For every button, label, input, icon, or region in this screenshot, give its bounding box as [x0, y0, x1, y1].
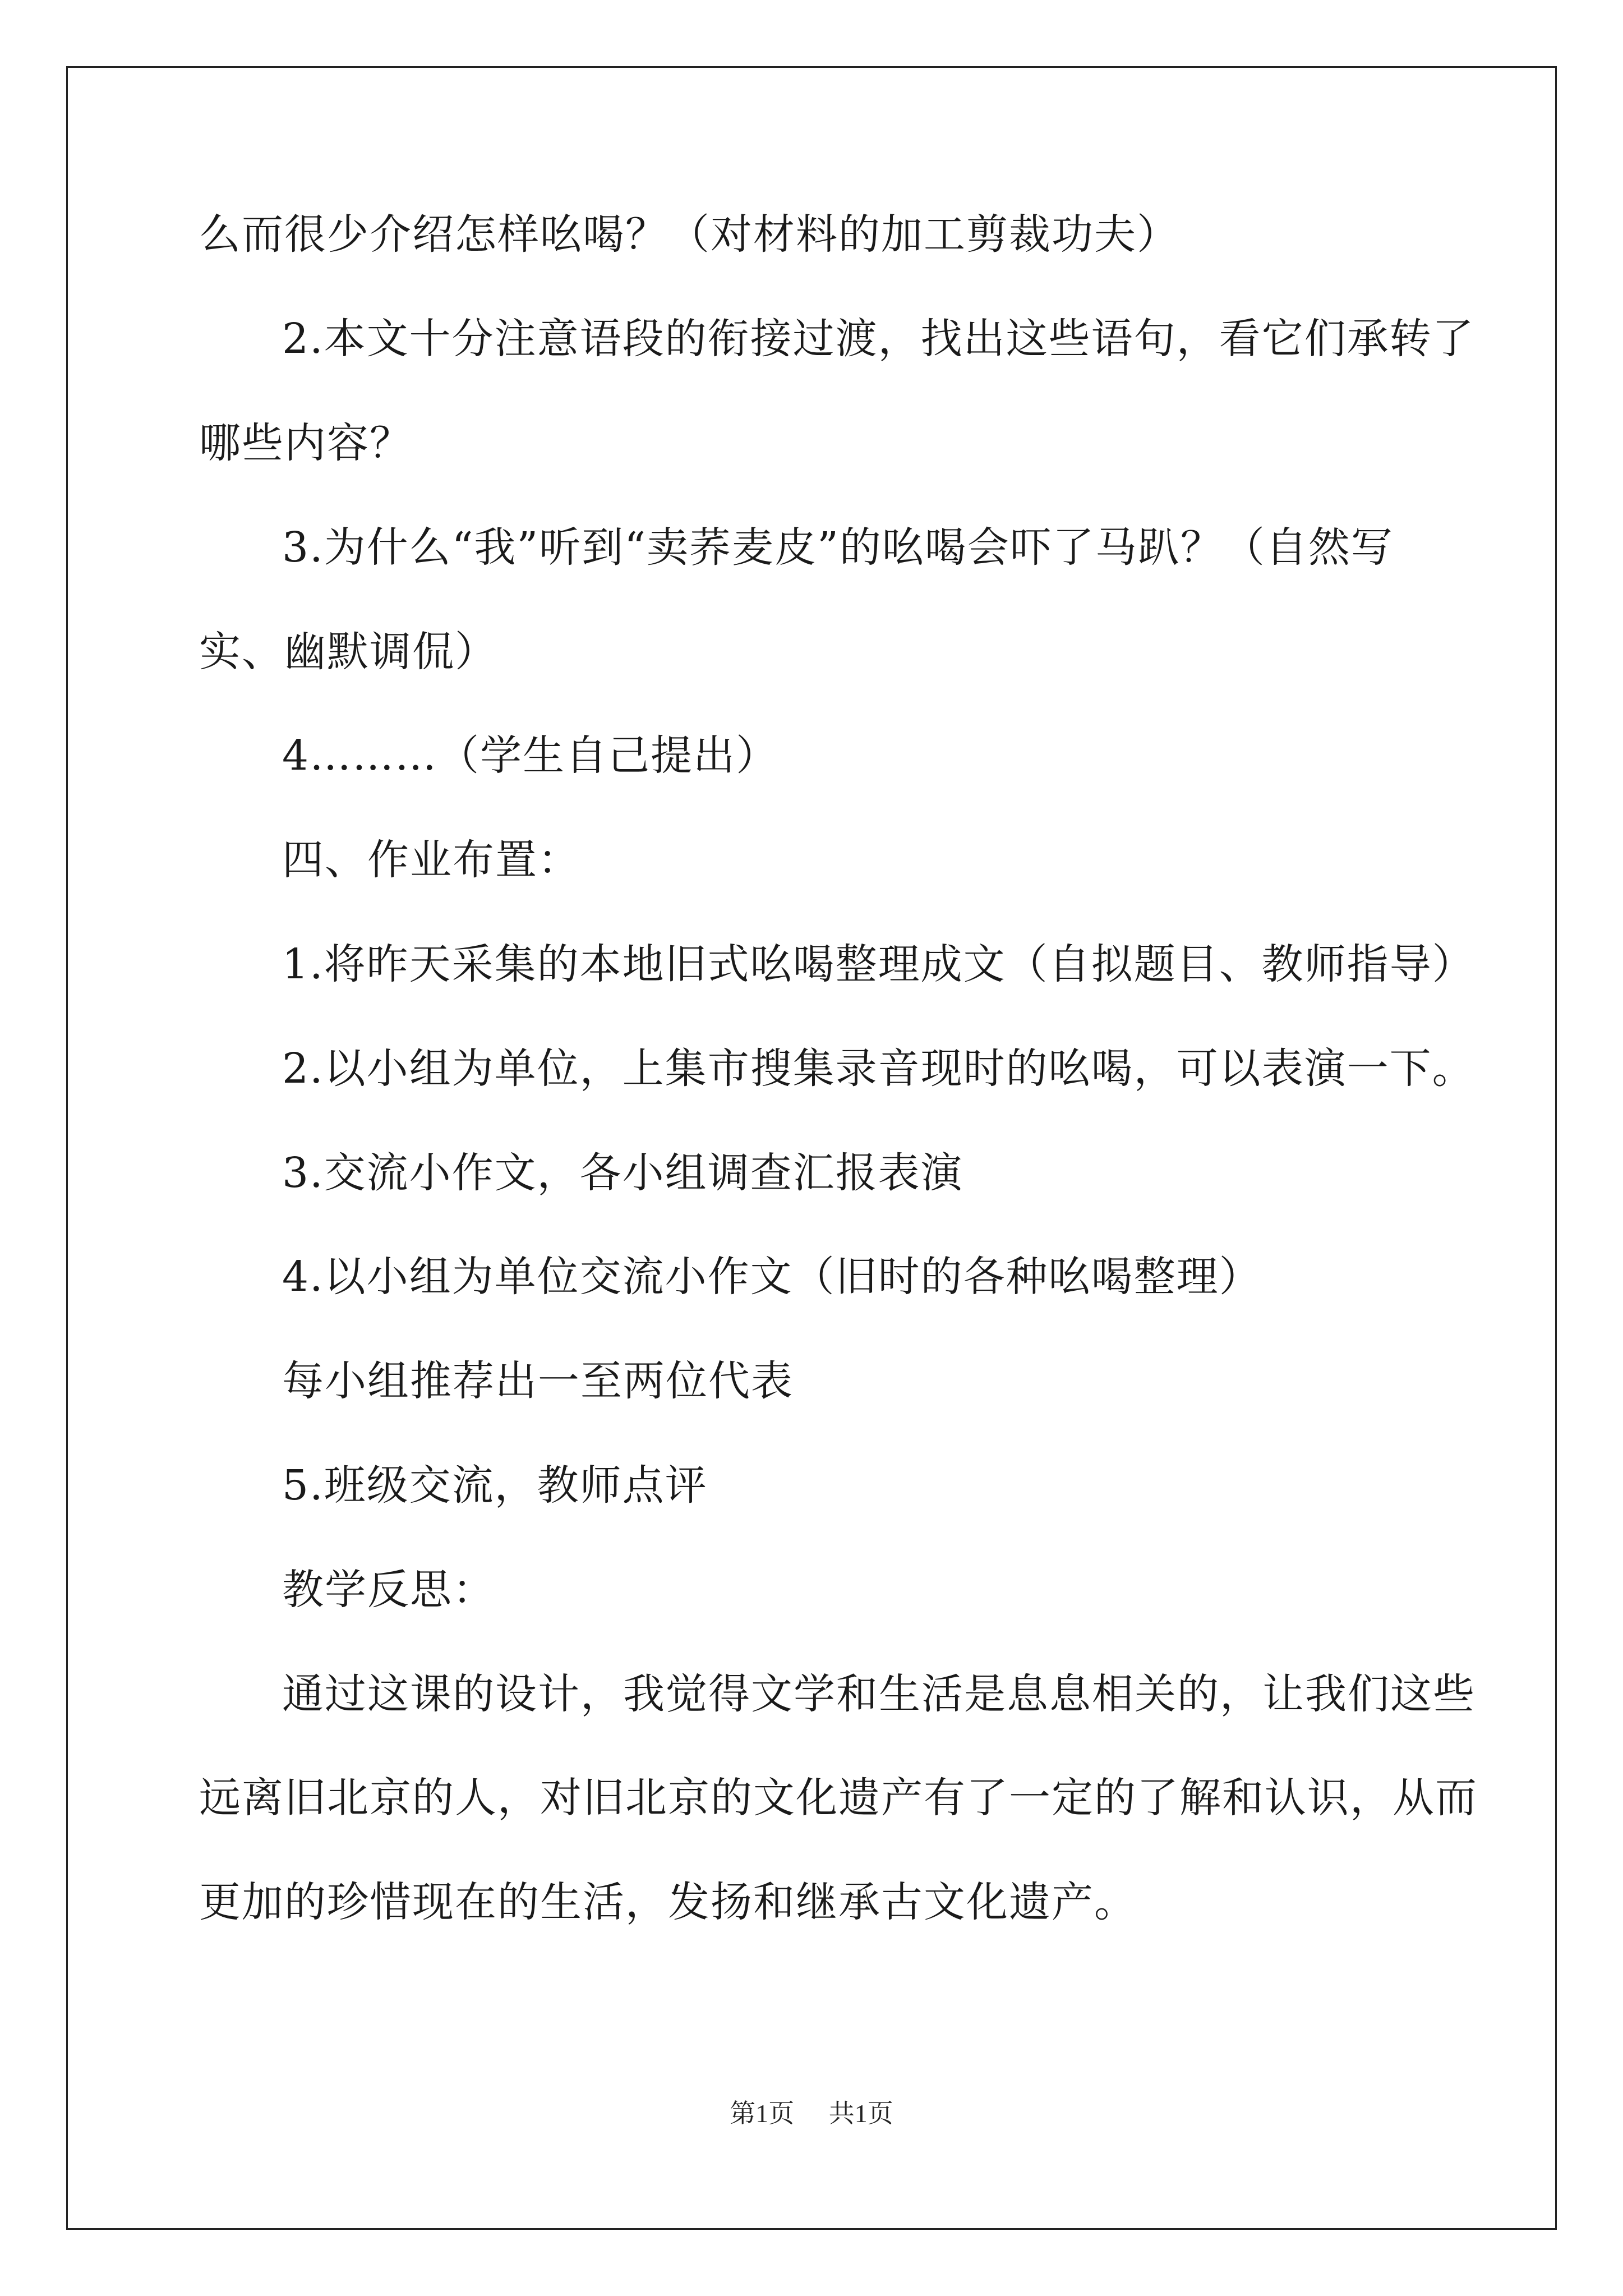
text-line-homework-5: 5.班级交流，教师点评 — [282, 1461, 708, 1510]
text-line-group-representatives: 每小组推荐出一至两位代表 — [282, 1357, 794, 1405]
section-heading-homework: 四、作业布置： — [282, 836, 580, 884]
text-line-reflection-1: 通过这课的设计，我觉得文学和生活是息息相关的，让我们这些 — [282, 1670, 1476, 1718]
text-line-homework-1: 1.将昨天采集的本地旧式吆喝整理成文（自拟题目、教师指导） — [282, 940, 1475, 988]
section-heading-reflection: 教学反思： — [282, 1566, 495, 1614]
text-line-reflection-2: 远离旧北京的人，对旧北京的文化遗产有了一定的了解和认识，从而 — [199, 1774, 1478, 1822]
text-line-question-2-cont: 哪些内容？ — [199, 419, 412, 467]
text-line-question-3: 3.为什么“我”听到“卖荞麦皮”的吆喝会吓了马趴？（自然写 — [282, 523, 1394, 572]
text-line-homework-4: 4.以小组为单位交流小作文（旧时的各种吆喝整理） — [282, 1253, 1262, 1301]
text-line-question-3-cont: 实、幽默调侃） — [199, 628, 497, 676]
text-line-homework-2: 2.以小组为单位，上集市搜集录音现时的吆喝，可以表演一下。 — [282, 1045, 1475, 1093]
text-line-question-4: 4………（学生自己提出） — [282, 731, 779, 780]
text-line-continuation: 么而很少介绍怎样吆喝？（对材料的加工剪裁功夫） — [199, 210, 1179, 259]
text-line-question-2: 2.本文十分注意语段的衔接过渡，找出这些语句，看它们承转了 — [282, 315, 1475, 363]
page-number-label: 第1页 — [730, 2099, 795, 2128]
page-total-label: 共1页 — [828, 2099, 893, 2128]
text-line-reflection-3: 更加的珍惜现在的生活，发扬和继承古文化遗产。 — [199, 1878, 1137, 1926]
page-footer — [0, 2097, 1623, 2131]
text-line-homework-3: 3.交流小作文，各小组调查汇报表演 — [282, 1149, 963, 1197]
